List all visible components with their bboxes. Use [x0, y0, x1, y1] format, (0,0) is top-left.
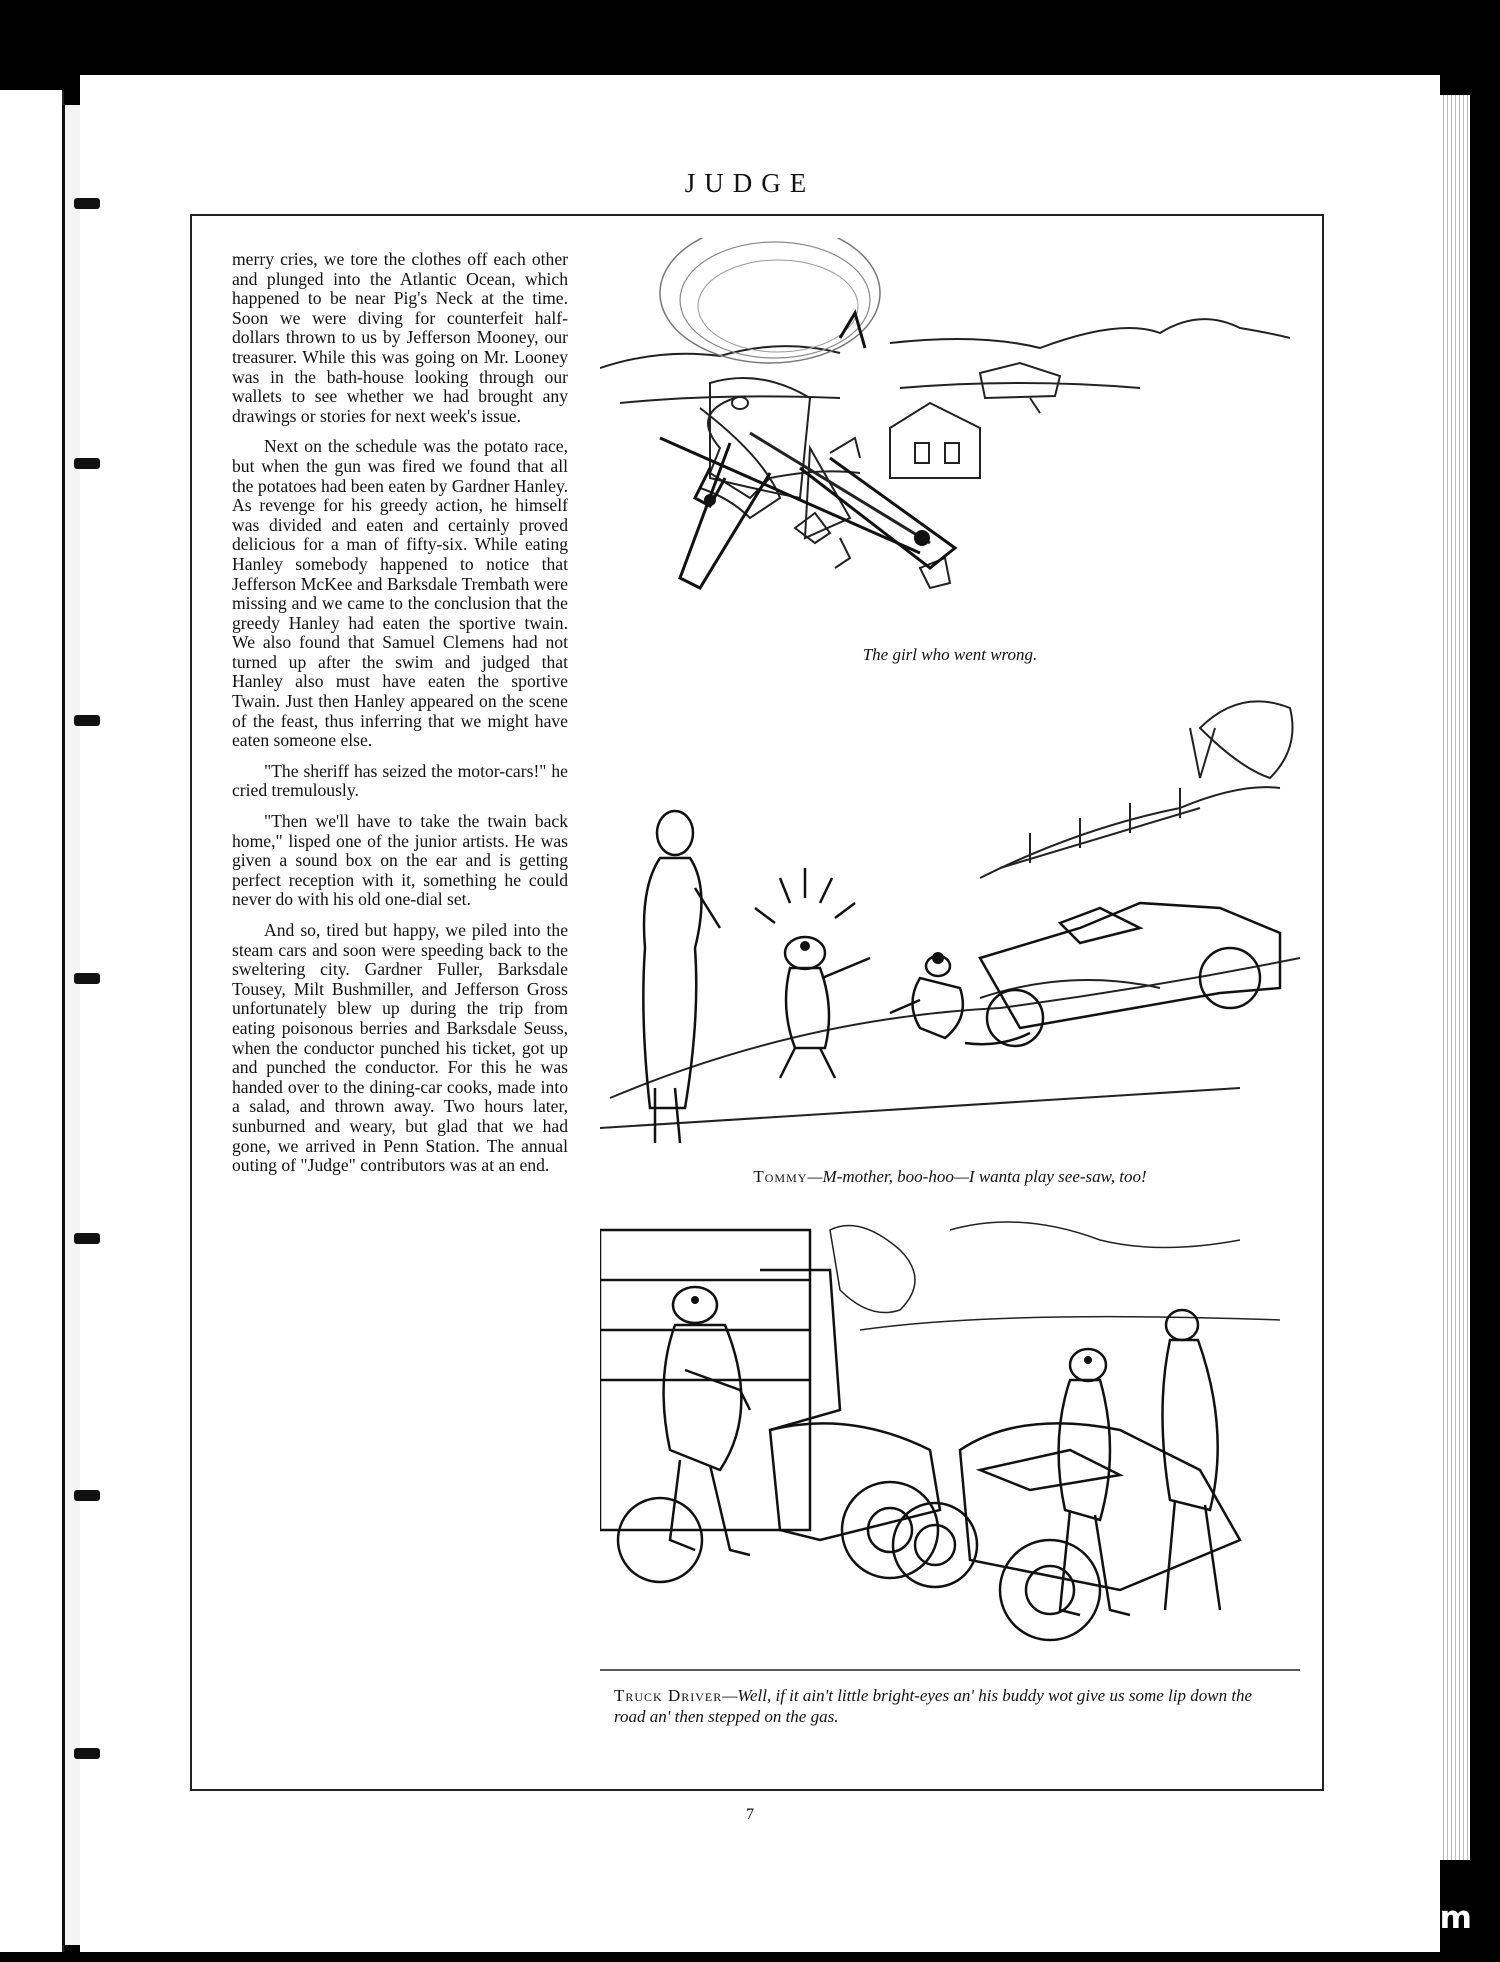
caption-speaker: Tommy	[753, 1167, 808, 1186]
article-paragraph: "The sheriff has seized the motor-cars!" he cried tremulously.	[232, 760, 568, 801]
facing-page-edge	[0, 90, 64, 1952]
cartoon-caption	[614, 1685, 1286, 1727]
caption-dialogue: —M-mother, boo-hoo—I wanta play see-saw, too!	[807, 1167, 1147, 1186]
cartoon-truck	[600, 1210, 1300, 1680]
truck-illustration	[600, 1210, 1300, 1680]
binding-stitch	[74, 973, 100, 984]
cartoon-airplane	[600, 238, 1300, 623]
article-text	[232, 250, 568, 1187]
caption-speaker: Truck Driver	[614, 1686, 723, 1705]
binding-stitch	[74, 1490, 100, 1501]
watermark: comicbooks.com	[1183, 1900, 1472, 1936]
caption-dialogue: —Well, if it ain't little bright-eyes an' his buddy wot give us some lip down the road an' then stepped on the gas.	[614, 1686, 1253, 1726]
cartoon-caption: The girl who went wrong.	[862, 645, 1038, 664]
article-paragraph: Next on the schedule was the potato race, but when the gun was fired we found that all the potatoes had been eaten by Gardner Hanley. As revenge for his greedy action, he himself was divided and eaten and certainly proved delicious for a man of fifty-six. While eating Hanley somebody happened to notice that Jefferson McKee and Barksdale Trembath were missing and we came to the conclusion that the greedy Hanley had eaten the sportive twain. We also found that Samuel Clemens had not turned up after the swim and judged that Hanley also must have eaten the sportive Twain. Just then Hanley appeared on the scene of the feast, thus inferring that we might have eaten someone else.	[232, 436, 568, 751]
page-stack-edge	[1440, 95, 1470, 1860]
article-paragraph: merry cries, we tore the clothes off each other and plunged into the Atlantic Ocean, which happened to be near Pig's Neck at the time. Soon we were diving for counterfeit half-dollars thrown to us by Jefferson Mooney, our treasurer. While this was going on Mr. Looney was in the bath-house looking through our wallets to see whether we had brought any drawings or stories for next week's issue.	[232, 249, 568, 426]
cartoon-seesaw	[600, 688, 1300, 1153]
masthead: JUDGE	[684, 168, 816, 198]
article-paragraph: "Then we'll have to take the twain back home," lisped one of the junior artists. He was given a sound box on the ear and is getting perfect reception with it, something he could never do with his old one-dial set.	[232, 811, 568, 910]
binding-stitch	[74, 198, 100, 209]
binding-stitch	[74, 458, 100, 469]
article-paragraph: And so, tired but happy, we piled into the steam cars and soon were speeding back to the sweltering city. Gardner Fuller, Barksdale Tousey, Milt Bushmiller, and Jefferson Gross unfortunately blew up during the trip from eating poisonous berries and Barksdale Seuss, when the conductor punched his ticket, got up and punched the conductor. For this he was handed over to the dining-car cooks, made into a salad, and thrown away. Two hours later, sunburned and weary, but glad that we had gone, we arrived in Penn Station. The annual outing of "Judge" contributors was at an end.	[232, 920, 568, 1176]
cartoon-caption	[600, 1166, 1300, 1187]
binding-strip	[62, 105, 81, 1945]
binding-stitch	[74, 1233, 100, 1244]
airplane-illustration	[600, 238, 1300, 623]
binding-stitch	[74, 715, 100, 726]
binding-stitch	[74, 1748, 100, 1759]
seesaw-illustration	[600, 688, 1300, 1153]
page-number: 7	[746, 1806, 754, 1823]
